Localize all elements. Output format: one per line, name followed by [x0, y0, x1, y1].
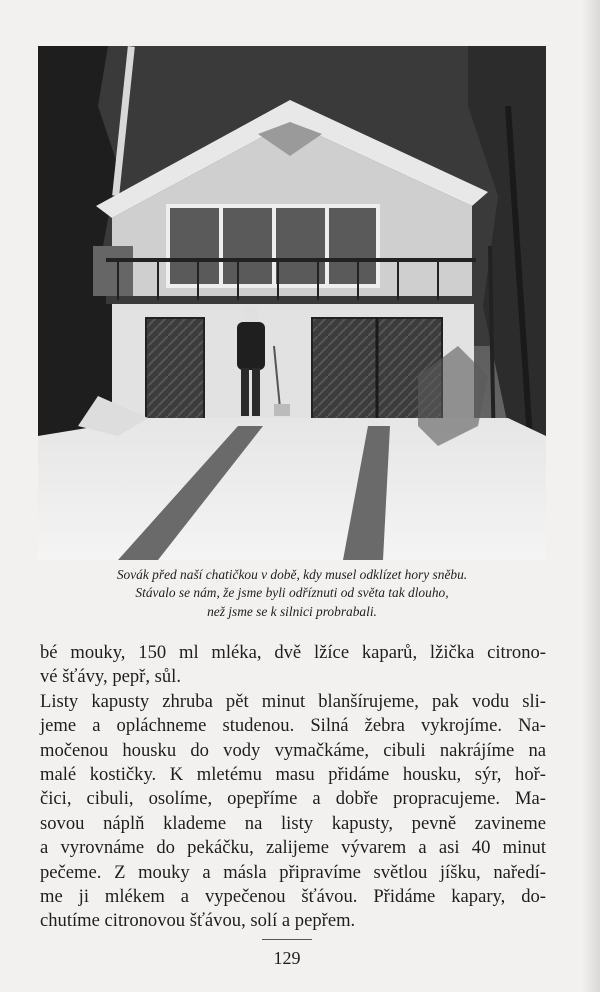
page-edge-shadow [582, 0, 600, 992]
text-line: bé mouky, 150 ml mléka, dvě lžíce kaparů, lžička citrono- [40, 642, 546, 663]
text-line: malé kostičky. K mletému masu přidáme housku, sýr, hoř- [40, 764, 546, 786]
recipe-text [40, 641, 546, 934]
text-line: me ji mlékem a vypečenou šťávou. Přidáme kapary, do- [40, 886, 546, 908]
text-line: vé šťávy, pepř, sůl. [40, 666, 181, 688]
text-line: Listy kapusty zhruba pět minut blanšírujeme, pak vodu sli- [40, 690, 546, 712]
text-line: jeme a opláchneme studenou. Silná žebra vykrojíme. Na- [40, 715, 546, 737]
text-line: a vyrovnáme do pekáčku, zalijeme vývarem a asi 40 minut [40, 837, 546, 859]
caption-line: než jsme se k silnici probrabali. [207, 603, 377, 619]
text-line: pečeme. Z mouky a másla připravíme světlou jíšku, naředí- [40, 861, 546, 883]
page-number: 129 [273, 948, 301, 968]
text-line: čici, cibuli, osolíme, opepříme a dobře propracujeme. Ma- [40, 788, 546, 810]
photo-caption [40, 566, 544, 621]
page-number-rule [262, 939, 312, 940]
text-line: močenou housku do vody vymačkáme, cibuli nakrájíme na [40, 739, 546, 761]
text-line: sovou náplň klademe na listy kapusty, pevně zavineme [40, 812, 546, 834]
text-line: chutíme citronovou šťávou, solí a pepřem. [40, 910, 356, 932]
caption-line: Stávalo se nám, že jsme byli odříznuti od světa tak dlouho, [135, 585, 449, 601]
caption-line: Sovák před naší chatičkou v době, kdy musel odklízet hory sněbu. [116, 567, 468, 582]
house-photo [38, 46, 546, 560]
